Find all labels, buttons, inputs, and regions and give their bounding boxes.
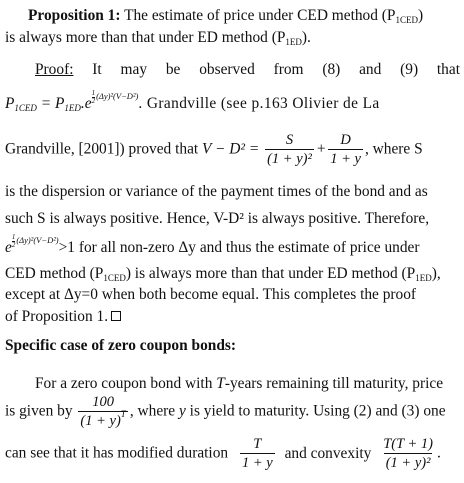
price-num: 100 xyxy=(92,394,114,410)
section-text-3a: can see that it has modified duration xyxy=(5,444,229,462)
proof-line-4 xyxy=(5,182,460,202)
duration-fraction xyxy=(240,436,275,471)
proof-line-5 xyxy=(5,209,460,229)
eq2-plus: + xyxy=(315,140,327,158)
price-den-exp: T xyxy=(120,409,126,419)
section-text-3c: . xyxy=(437,444,441,462)
proof-label: Proof: xyxy=(35,61,74,78)
proof-text-1: It may be observed from (8) and (9) that xyxy=(73,61,460,78)
proof-line-1 xyxy=(35,60,460,80)
eq-e: .e xyxy=(80,95,92,112)
proof-line-9 xyxy=(5,307,460,327)
proof-text-9: of Proposition 1. xyxy=(5,308,109,325)
section-line-3 xyxy=(5,436,460,478)
proposition-text-1: The estimate of price under CED method (P xyxy=(124,7,396,24)
exp-num: 1 xyxy=(91,88,96,97)
qed-box-icon xyxy=(111,311,121,321)
proof-text-6: >1 for all non-zero Δy and thus the estimate of price under xyxy=(58,239,420,257)
paren-close: ) xyxy=(417,7,424,24)
section-heading xyxy=(5,336,460,356)
exp2-den: 2 xyxy=(11,240,16,249)
eq2-f2-den: 1 + y xyxy=(330,151,361,167)
eq-exponent xyxy=(92,86,139,106)
price-den xyxy=(78,411,127,429)
eq-p-lhs: P xyxy=(5,95,15,112)
proof-line-7 xyxy=(5,264,460,284)
exp2-body: (Δy)²(V−D²) xyxy=(16,235,59,245)
exp-den: 2 xyxy=(91,96,96,105)
convexity-fraction xyxy=(381,436,435,471)
subscript-1ed: 1ED xyxy=(285,37,302,47)
eq2-f1-num: S xyxy=(285,132,294,148)
proof-text-7c: ), xyxy=(431,265,441,282)
section-text-1a: For a zero coupon bond with xyxy=(35,375,213,392)
price-equation xyxy=(5,88,139,115)
proof-text-7b: ) is always more than that under ED method (P xyxy=(125,265,416,282)
exp-e: e xyxy=(5,239,12,256)
duration-num: T xyxy=(253,436,262,452)
exp2-num: 1 xyxy=(11,232,16,241)
convexity-num: T(T + 1) xyxy=(383,436,433,452)
proposition-line-1 xyxy=(28,6,460,26)
exp-term xyxy=(5,232,59,259)
proof-line-8 xyxy=(5,285,460,305)
eq2-f2-num: D xyxy=(340,132,351,148)
eq-equals-p: = P xyxy=(36,95,65,112)
proof-text-5: such S is always positive. Hence, V-D² is always positive. Therefore, xyxy=(5,210,430,227)
section-text-2b: , where xyxy=(129,402,176,420)
subscript-1ed-b: 1ED xyxy=(415,273,432,283)
proof-text-2: . Grandville (see p.163 Olivier de La xyxy=(138,95,380,113)
convexity-den: (1 + y)² xyxy=(385,455,431,471)
proof-line-3 xyxy=(5,132,460,176)
duration-den: 1 + y xyxy=(241,455,273,471)
section-text-2a: is given by xyxy=(5,402,73,420)
eq-sub-lhs: 1CED xyxy=(14,103,37,113)
section-line-1 xyxy=(35,374,460,394)
section-heading-text: Specific case of zero coupon bonds: xyxy=(5,337,236,354)
proof-text-8: except at Δy=0 when both become equal. This completes the proof xyxy=(5,286,417,303)
proof-line-2 xyxy=(5,88,460,120)
proof-text-3: Grandville, [2001]) proved that xyxy=(5,140,199,158)
section-var-T: T xyxy=(216,375,225,392)
eq2-fraction-1 xyxy=(265,132,314,167)
section-line-2 xyxy=(5,394,460,434)
section-text-3b: and convexity xyxy=(284,444,372,462)
proof-text-4: is the dispersion or variance of the payment times of the bond and as xyxy=(5,183,428,200)
proof-text-3b: , where S xyxy=(364,140,423,158)
price-fraction xyxy=(78,394,127,429)
proof-text-7a: CED method (P xyxy=(5,265,104,282)
subscript-1ced-b: 1CED xyxy=(103,273,126,283)
eq2-lhs: V − D² = xyxy=(202,140,260,158)
eq-sub-rhs: 1ED xyxy=(64,103,81,113)
eq2-fraction-2 xyxy=(328,132,363,167)
price-den-base: (1 + y) xyxy=(80,413,121,429)
section-text-1b: -years remaining till maturity, price xyxy=(224,375,444,392)
proposition-heading: Proposition 1: xyxy=(28,7,121,24)
eq2-f1-den: (1 + y)² xyxy=(267,151,312,167)
exp-term-exponent xyxy=(12,230,59,250)
section-var-y: y xyxy=(178,402,186,420)
proof-line-6 xyxy=(5,232,460,264)
section-text-2c: is yield to maturity. Using (2) and (3) one xyxy=(189,402,446,420)
exp-body: (Δy)²(V−D²) xyxy=(96,91,139,101)
proposition-text-2: is always more than that under ED method (P xyxy=(5,29,286,46)
variance-equation xyxy=(202,132,365,167)
proposition-line-2 xyxy=(5,28,460,48)
paren-close-period: ). xyxy=(301,29,311,46)
subscript-1ced: 1CED xyxy=(395,15,418,25)
